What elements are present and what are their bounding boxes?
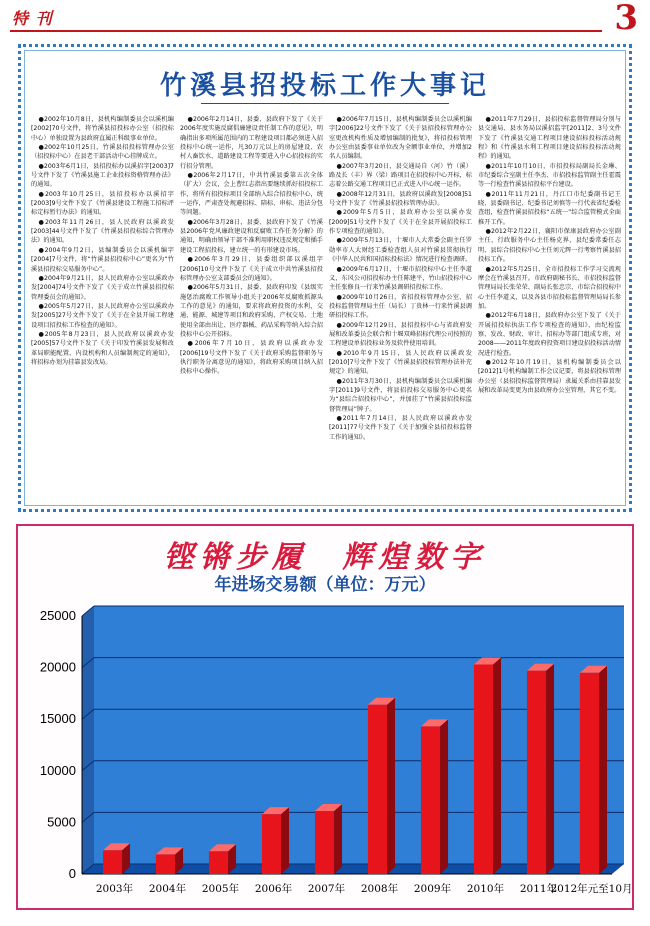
bar bbox=[209, 851, 228, 874]
header-rule bbox=[10, 30, 602, 32]
article-paragraph: ●2012年6月18日，县政府办公室下发了《关于开展招投标执法工作专项检查的通知》，由纪检监察、发改、财政、审计、招标办等部门组成专班，对2008——2011年度政府投资项目建设招投标活动情况进行检查。 bbox=[478, 312, 621, 357]
article-paragraph: ●2007年3月20日，县交通局自（河）竹（溪）路及长（丰）界（梁）路项目在招投标中心开标，标志着公路交通工程项目已正式进入中心统一运作。 bbox=[329, 162, 472, 189]
x-tick-label: 2007年 bbox=[307, 883, 346, 895]
article-paragraph: ●2011年10月10日，市招投标局副局长金琳、市纪委综合室副主任李杰、市招投标监管副主任霍震等一行检查竹溪县招投标平台建设。 bbox=[478, 162, 621, 189]
article-paragraph: ●2002年10月25日，竹溪县招投标管理办公室（招投标中心）在县老干部活动中心挂牌成立。 bbox=[31, 144, 174, 161]
x-tick-label: 2006年 bbox=[254, 883, 293, 895]
bar-side bbox=[599, 666, 607, 874]
x-tick-label: 2011年 bbox=[519, 883, 558, 895]
bar bbox=[156, 854, 175, 874]
article-paragraph: ●2011年3月30日，县机构编制委员会以溪机编字[2011]9号文件，将县招投标交易服务中心更名为“县综合招投标中心”，并加挂了“竹溪县招投标监督管理局”牌子。 bbox=[329, 377, 472, 413]
chart-title: 年进场交易额（单位：万元） bbox=[214, 575, 436, 595]
bar-side bbox=[493, 658, 501, 874]
article-paragraph: ●2012年5月25日，全市招投标工作学习交流观摩会在竹溪县召开。市政府副秘书长、市招投标监督管理局局长张荣荣、副局长张忠宗、市综合招投标中心主任李道义，以及各县市招投标监督管理局局长参加。 bbox=[478, 265, 621, 310]
bar bbox=[421, 726, 440, 874]
y-tick-label: 10000 bbox=[39, 762, 76, 778]
bar bbox=[580, 673, 599, 874]
y-tick-label: 20000 bbox=[39, 659, 76, 675]
article-paragraph: ●2003年6月1日，县招投标办以溪招字[2003]7号文件下发了《竹溪县施工企业投标资格管理办法》的通知。 bbox=[31, 162, 174, 189]
article-paragraph: ●2009年12月29日，县招投标中心与省政府发展和改革委员会联合和十堰双峰招标代理公司按照的工程建设单招投标业务及软件使用培训。 bbox=[329, 321, 472, 348]
article-paragraph: ●2006年2月17日，中共竹溪县委第五次全体（扩大）会议，会上曹红志指出要继续抓好招投标工作，将所有招投标项目全部纳入综合招投标中心，统一运作，严肃查处规避招标、陪标、串标、违法分包等问题。 bbox=[180, 172, 323, 217]
article-paragraph: ●2003年10月25日，县招投标办以溪招字[2003]9号文件下发了《竹溪县建设工程施工招标评标定标暂行办法》的通知。 bbox=[31, 190, 174, 217]
article-paragraph: ●2005年8月23日，县人民政府以溪政办发[2005]57号文件下发了《关于印发竹溪县发展和改革局职能配置、内设机构和人员编制规定的通知》，将招标办划为挂靠县发改局。 bbox=[31, 330, 174, 366]
chart-slogan: 铿锵步履 辉煌数字 bbox=[163, 540, 487, 575]
article-column-2 bbox=[180, 115, 323, 503]
article-paragraph: ●2009年10月26日，省招投标管理办公室、招投标监督管理局主任（局长）丁贵林一行来竹溪县调研招投标工作。 bbox=[329, 293, 472, 320]
bar bbox=[103, 850, 122, 874]
article-column-1 bbox=[31, 115, 174, 503]
x-tick-label: 2005年 bbox=[201, 883, 240, 895]
article-paragraph: ●2006年7月10日，县政府以溪政办发[2006]19号文件下发了《关于政府采购监督职务与执行职务分离意见的通知》，将政府采购项目纳入招投标中心操作。 bbox=[180, 340, 323, 376]
y-tick-label: 0 bbox=[68, 866, 76, 881]
x-tick-label: 2012年元至10月 bbox=[550, 883, 633, 895]
article-paragraph: ●2010年9月15日，县人民政府以溪政发[2010]7号文件下发了《竹溪县招投标管理办法补充规定》的通知。 bbox=[329, 349, 472, 376]
article-column-4 bbox=[478, 115, 621, 503]
article-paragraph: ●2006年2月14日，县委、县政府下发了《关于2006年度实施反腐倡廉建设责任制工作的意见》，明确指出多项所属范围内的工程建设项目都必须进入招投标中心统一运作，凡30万元以上的房屋建设、农村人畜饮水、道路建设工程等要进入中心招投标的实行招分管理。 bbox=[180, 116, 323, 170]
bar bbox=[474, 665, 493, 874]
article-paragraph: ●2012年2月22日，襄阳市保康县政府办公室副主任、行政服务中心主任杨克界、县纪委常委任志明、县综合招投标中心主任刘元辉一行考察竹溪县招投标工作。 bbox=[478, 228, 621, 264]
page-number: 3 bbox=[614, 0, 638, 38]
bar-chart bbox=[18, 602, 636, 908]
article-columns bbox=[31, 115, 621, 503]
article-paragraph: ●2008年12月31日，县政府以溪政发[2008]51号文件下发了《竹溪县招投标管理办法》。 bbox=[329, 190, 472, 208]
bar-side bbox=[387, 698, 395, 874]
bar-side bbox=[440, 719, 448, 874]
x-tick-label: 2010年 bbox=[466, 883, 505, 895]
article-paragraph: ●2006年7月15日，县机构编制委员会以溪机编字[2006]22号文件下发了《关于县招投标管理办公室更改机构性质及增加编制的批复》，将招投标管理办公室由县委事业单位改为全额事业单位，并增加2名人员编制。 bbox=[329, 116, 472, 161]
article-paragraph: ●2006年3月29日，县委组织部以溪组字[2006]10号文件下发了《关于成立中共竹溪县招投标管理办公室支部委员会的通知》。 bbox=[180, 256, 323, 282]
article-paragraph: ●2012年10月19日，县机构编制委员会以[2012]1号机构编制工作会议记要，将县招投标管理办公室（县招投标监督管理局）隶属关系由挂靠县发展和改革局变更为由县政府办公室管理，其它不变。 bbox=[478, 358, 621, 394]
chart-side-wall bbox=[82, 606, 94, 874]
article-paragraph: ●2009年6月17日，十堰市招投标中心主任李道义，东风公司招投标办主任陈建平，竹山招投标中心主任张修良一行来竹溪县调研招投标工作。 bbox=[329, 265, 472, 292]
y-tick-label: 5000 bbox=[47, 814, 76, 830]
bar-side bbox=[281, 807, 289, 874]
y-tick-label: 15000 bbox=[39, 711, 76, 727]
article-title: 竹溪县招投标工作大事记 bbox=[159, 71, 490, 101]
article-paragraph: ●2004年9月21日，县人民政府办公室以溪政办发[2004]74号文件下发了《关于成立竹溪县招投标管理委员会的通知》。 bbox=[31, 274, 174, 301]
page-header bbox=[0, 0, 650, 40]
article-paragraph: ●2003年11月26日，县人民政府以溪政发[2003]44号文件下发了《竹溪县招投标综合管理办法》的通知。 bbox=[31, 218, 174, 245]
bar bbox=[315, 811, 334, 874]
article-paragraph: ●2005年5月27日，县人民政府办公室以溪政办发[2005]27号文件下发了《关于在全县开展工程建设项目招投标工作检查的通知》。 bbox=[31, 302, 174, 329]
x-tick-label: 2008年 bbox=[360, 883, 399, 895]
bar bbox=[262, 814, 281, 874]
article-paragraph: ●2002年10月8日，县机构编制委员会以溪机编[2002]70号文件，将竹溪县招投标办公室（招投标中心）单独设置为县政府直属正科级事业单位。 bbox=[31, 116, 174, 142]
article-paragraph: ●2009年5月5日，县政府办公室以溪办发[2009]51号文件下发了《关于在全县开展招投标工作专项检查的通知》。 bbox=[329, 209, 472, 236]
article-paragraph: ●2009年5月13日，十堰市人大常委会副主任罗勋率市人大财经工委检查组人员对竹溪县贯彻执行《中华人民共和国招标投标法》情况进行检查调研。 bbox=[329, 237, 472, 264]
bar bbox=[527, 671, 546, 874]
bar bbox=[368, 705, 387, 874]
x-tick-label: 2009年 bbox=[413, 883, 452, 895]
x-tick-label: 2003年 bbox=[95, 883, 134, 895]
article-paragraph: ●2011年7月14日，县人民政府以溪政办发[2011]77号文件下发了《关于加强全县招投标监督工作的通知》。 bbox=[329, 415, 472, 441]
article-paragraph: ●2011年7月29日，县招投标监督管理局分别与县交通局、县水务局以溪招监字[2011]2、3号文件下发了《竹溪县交通工程项目建设招标投标活动规程》和《竹溪县水利工程项目建设招标投标活动规程》的通知。 bbox=[478, 116, 621, 161]
article-column-3 bbox=[329, 115, 472, 503]
article-paragraph: ●2006年5月31日，县委、县政府印发《县级实施惩治腐败工作领导小组关于2006年反腐败抓源头工作的意见》的通知，要求将政府投资的水利、交通、能源、城建等项目和政府采购、产权交易、土地使用全部由出让、医疗器械、药品采购等纳入综合招投标中心公开招标。 bbox=[180, 284, 323, 338]
article-paragraph: ●2006年3月28日，县委、县政府下发了《竹溪县2006年党风廉政建设和反腐败工作任务分解》的通知，明确由领导干部不准利用职权违反规定和插手建设工程招投标，建立统一的有形建设市场。 bbox=[180, 218, 323, 254]
x-tick-label: 2004年 bbox=[148, 883, 187, 895]
section-label: 特 刊 bbox=[12, 9, 53, 28]
bar-side bbox=[334, 804, 342, 874]
article-paragraph: ●2011年11月21日，丹江口市纪委副书记王晓、县委副书记、纪委书记刘慎等一行代表省纪委检查组，检查竹溪县招投标“五统一”综合监管模式全面推开工作。 bbox=[478, 190, 621, 226]
article-frame bbox=[18, 44, 632, 512]
bar-side bbox=[546, 664, 554, 874]
y-tick-label: 25000 bbox=[39, 608, 76, 623]
title-underline bbox=[201, 103, 449, 104]
article-paragraph: ●2004年9月2日，县编制委员会以溪机编字[2004]7号文件，将“竹溪县招投标中心”更名为“竹溪县招投标交易服务中心”。 bbox=[31, 246, 174, 273]
chart-panel bbox=[16, 524, 634, 910]
